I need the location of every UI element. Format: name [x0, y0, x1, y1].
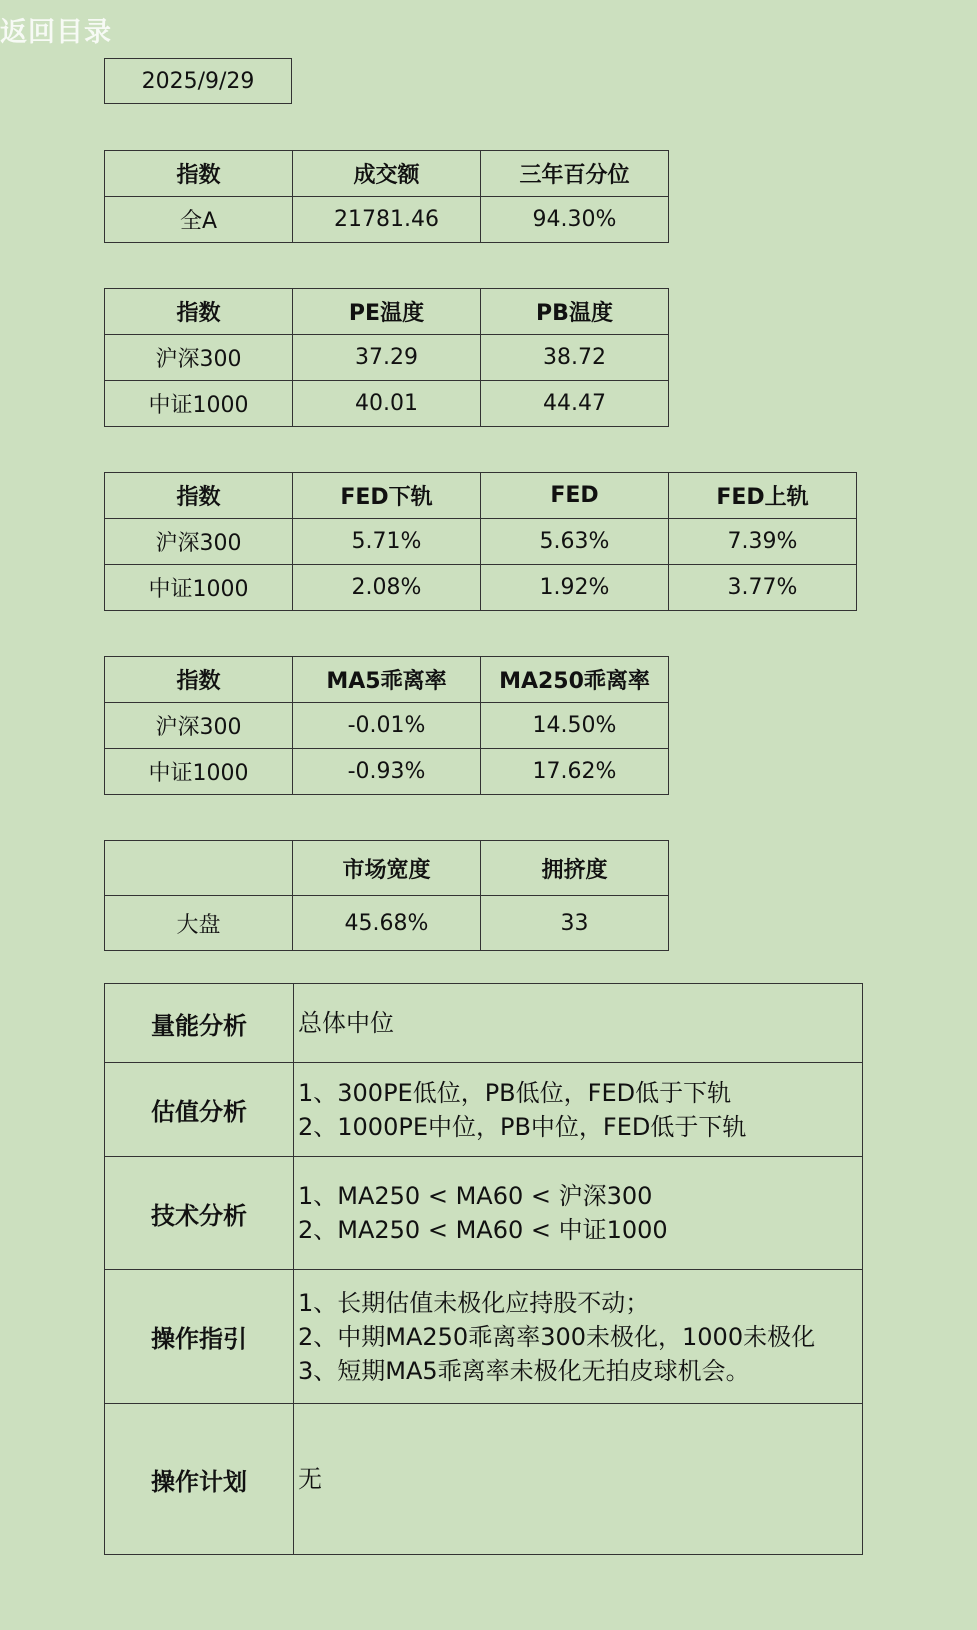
table-cell: 21781.46: [293, 197, 481, 243]
table-cell: 45.68%: [293, 896, 481, 951]
table-row: [105, 335, 669, 381]
analysis-table: [104, 983, 863, 1555]
analysis-content: [294, 1063, 863, 1157]
analysis-line: 1、MA250 < MA60 < 沪深300: [298, 1182, 653, 1210]
table-row: [105, 896, 669, 951]
market-breadth-table: [104, 840, 669, 951]
analysis-line: 3、短期MA5乖离率未极化无拍皮球机会。: [298, 1356, 750, 1385]
analysis-row-volume: [105, 984, 863, 1063]
header-cell: 指数: [105, 151, 293, 197]
analysis-line: 2、MA250 < MA60 < 中证1000: [298, 1216, 668, 1244]
analysis-row-valuation: [105, 1063, 863, 1157]
table-cell: 3.77%: [669, 565, 857, 611]
table-cell: 沪深300: [105, 519, 293, 565]
valuation-table: [104, 288, 669, 427]
analysis-label: 量能分析: [105, 984, 294, 1063]
analysis-line: 2、中期MA250乖离率300未极化，1000未极化: [298, 1322, 816, 1351]
header-cell: 市场宽度: [293, 841, 481, 896]
table-row: [105, 749, 669, 795]
analysis-content: [294, 1270, 863, 1404]
header-cell: 指数: [105, 473, 293, 519]
table-cell: 中证1000: [105, 749, 293, 795]
table-cell: 全A: [105, 197, 293, 243]
table-header-row: [105, 289, 669, 335]
turnover-table: [104, 150, 669, 243]
table-cell: 94.30%: [481, 197, 669, 243]
table-header-row: [105, 473, 857, 519]
analysis-content: [294, 1157, 863, 1270]
table-row: [105, 381, 669, 427]
table-cell: -0.93%: [293, 749, 481, 795]
header-cell: 三年百分位: [481, 151, 669, 197]
analysis-label: 操作计划: [105, 1404, 294, 1555]
table-cell: 17.62%: [481, 749, 669, 795]
table-cell: 沪深300: [105, 335, 293, 381]
header-cell: MA5乖离率: [293, 657, 481, 703]
analysis-line: 总体中位: [298, 1009, 394, 1037]
header-cell: PB温度: [481, 289, 669, 335]
header-cell: 成交额: [293, 151, 481, 197]
table-header-row: [105, 657, 669, 703]
header-cell: 指数: [105, 289, 293, 335]
table-cell: 33: [481, 896, 669, 951]
table-cell: 14.50%: [481, 703, 669, 749]
analysis-line: 1、长期估值未极化应持股不动；: [298, 1288, 650, 1317]
analysis-row-plan: [105, 1404, 863, 1555]
analysis-label: 估值分析: [105, 1063, 294, 1157]
table-cell: 中证1000: [105, 381, 293, 427]
analysis-content: [294, 984, 863, 1063]
table-row: [105, 703, 669, 749]
analysis-line: 无: [298, 1465, 322, 1493]
table-cell: 7.39%: [669, 519, 857, 565]
deviation-table: [104, 656, 669, 795]
analysis-row-technical: [105, 1157, 863, 1270]
analysis-label: 操作指引: [105, 1270, 294, 1404]
header-cell: FED上轨: [669, 473, 857, 519]
analysis-line: 1、300PE低位，PB低位，FED低于下轨: [298, 1078, 732, 1107]
header-cell: 拥挤度: [481, 841, 669, 896]
header-cell: FED下轨: [293, 473, 481, 519]
table-cell: 44.47: [481, 381, 669, 427]
table-cell: 中证1000: [105, 565, 293, 611]
table-cell: 38.72: [481, 335, 669, 381]
table-cell: 5.71%: [293, 519, 481, 565]
table-cell: 沪深300: [105, 703, 293, 749]
analysis-content: [294, 1404, 863, 1555]
table-cell: 1.92%: [481, 565, 669, 611]
table-cell: 40.01: [293, 381, 481, 427]
table-cell: 5.63%: [481, 519, 669, 565]
table-header-row: [105, 841, 669, 896]
table-row: [105, 565, 857, 611]
header-cell: PE温度: [293, 289, 481, 335]
table-row: [105, 519, 857, 565]
report-date: 2025/9/29: [104, 58, 292, 104]
table-header-row: [105, 151, 669, 197]
header-cell: [105, 841, 293, 896]
analysis-line: 2、1000PE中位，PB中位，FED低于下轨: [298, 1112, 747, 1141]
table-cell: 37.29: [293, 335, 481, 381]
analysis-row-guidance: [105, 1270, 863, 1404]
back-to-contents-link[interactable]: 返回目录: [0, 17, 112, 48]
fed-table: [104, 472, 857, 611]
table-cell: 大盘: [105, 896, 293, 951]
header-cell: MA250乖离率: [481, 657, 669, 703]
table-row: [105, 197, 669, 243]
table-cell: 2.08%: [293, 565, 481, 611]
header-cell: 指数: [105, 657, 293, 703]
header-cell: FED: [481, 473, 669, 519]
analysis-label: 技术分析: [105, 1157, 294, 1270]
table-cell: -0.01%: [293, 703, 481, 749]
